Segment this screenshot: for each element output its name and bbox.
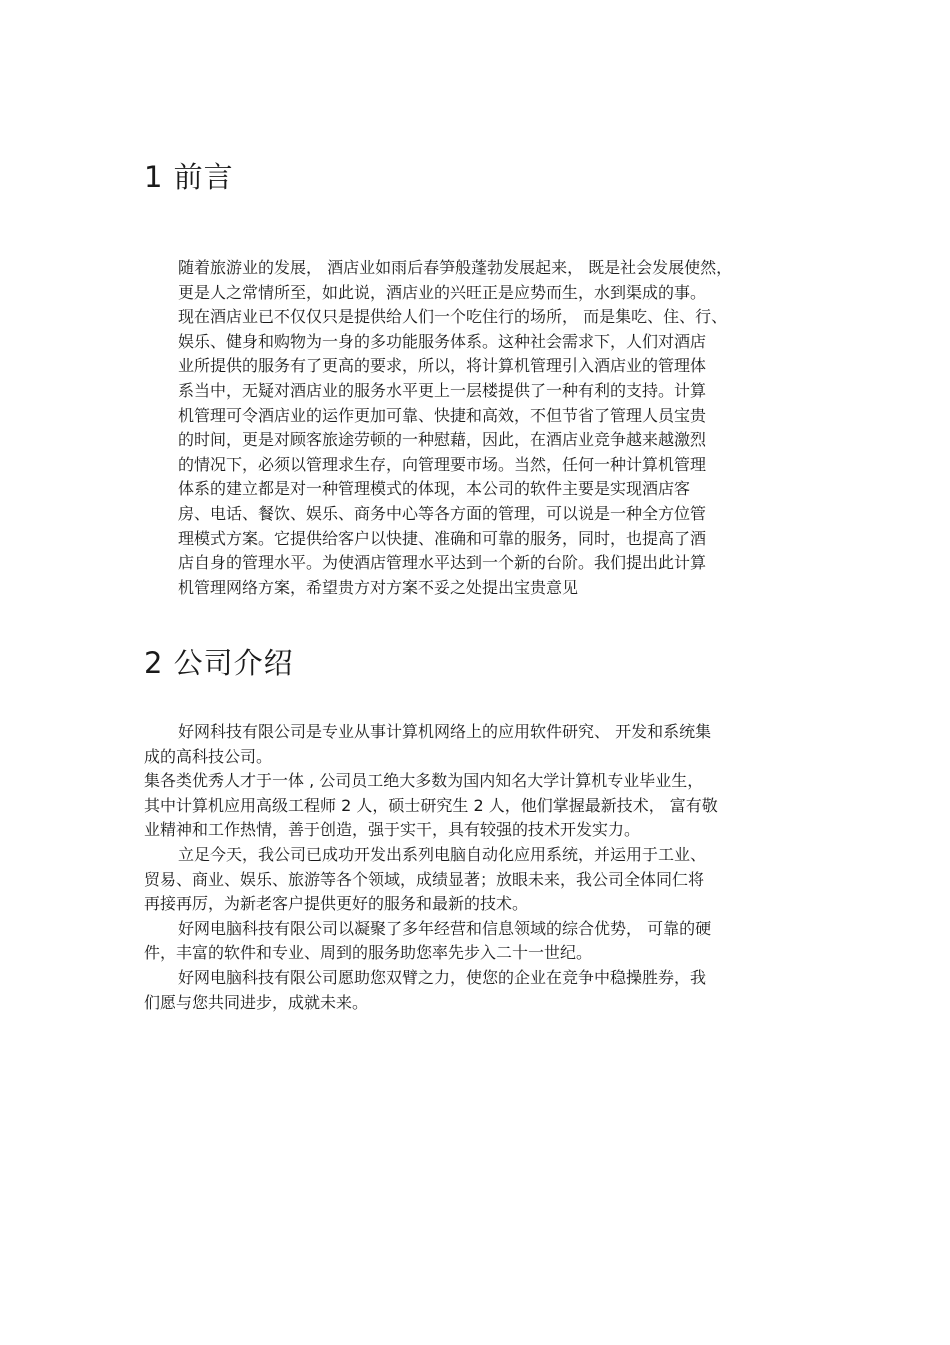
text-line: 的时间，更是对顾客旅途劳顿的一种慰藉，因此，在酒店业竞争越来越激烈 <box>178 430 707 450</box>
text-line: 立足今天，我公司已成功开发出系列电脑自动化应用系统，并运用于工业、 <box>178 844 707 864</box>
text-line: 机管理网络方案，希望贵方对方案不妥之处提出宝贵意见 <box>178 577 579 597</box>
text-line: 业精神和工作热情，善于创造，强于实干，具有较强的技术开发实力。 <box>144 820 641 840</box>
text-line: 理模式方案。它提供给客户以快捷、准确和可靠的服务，同时，也提高了酒 <box>178 528 707 548</box>
text-line: 的情况下，必须以管理求生存，向管理要市场。当然，任何一种计算机管理 <box>178 454 707 474</box>
text-line: 现在酒店业已不仅仅只是提供给人们一个吃住行的场所， 而是集吃、住、行、 <box>178 307 728 327</box>
text-line: 业所提供的服务有了更高的要求，所以，将计算机管理引入酒店业的管理体 <box>178 356 707 376</box>
text-line: 随着旅游业的发展， 酒店业如雨后春笋般蓬勃发展起来， 既是社会发展使然， <box>178 258 733 277</box>
text-line: 娱乐、健身和购物为一身的多功能服务体系。这种社会需求下，人们对酒店 <box>178 331 707 351</box>
text-line: 贸易、商业、娱乐、旅游等各个领域，成绩显著；放眼未来，我公司全体同仁将 <box>144 869 705 889</box>
text-line: 集各类优秀人才于一体 , 公司员工绝大多数为国内知名大学计算机专业毕业生， <box>144 771 704 791</box>
text-line: 更是人之常情所至，如此说，酒店业的兴旺正是应势而生，水到渠成的事。 <box>178 282 707 302</box>
text-line: 其中计算机应用高级工程师 2 人，硕士研究生 2 人，他们掌握最新技术， 富有敬 <box>144 795 718 815</box>
text-line: 件，丰富的软件和专业、周到的服务助您率先步入二十一世纪。 <box>144 943 593 963</box>
text-line: 系当中，无疑对酒店业的服务水平更上一层楼提供了一种有利的支持。计算 <box>178 380 707 400</box>
preface-paragraph <box>178 256 732 600</box>
text-line: 店自身的管理水平。为使酒店管理水平达到一个新的台阶。我们提出此计算 <box>178 553 707 573</box>
text-line: 好网科技有限公司是专业从事计算机网络上的应用软件研究、 开发和系统集 <box>178 722 712 741</box>
text-line: 房、电话、餐饮、娱乐、商务中心等各方面的管理，可以说是一种全方位管 <box>178 503 707 523</box>
text-line: 再接再厉，为新老客户提供更好的服务和最新的技术。 <box>144 894 529 914</box>
text-line: 好网电脑科技有限公司以凝聚了多年经营和信息领域的综合优势， 可靠的硬 <box>178 918 712 938</box>
company-intro-paragraph <box>144 720 718 1015</box>
text-line: 体系的建立都是对一种管理模式的体现，本公司的软件主要是实现酒店客 <box>178 479 691 499</box>
section-heading-preface: 1 前言 <box>144 160 234 194</box>
text-line: 成的高科技公司。 <box>144 746 273 766</box>
section-heading-company-intro: 2 公司介绍 <box>144 646 294 680</box>
text-line: 机管理可令酒店业的运作更加可靠、快捷和高效，不但节省了管理人员宝贵 <box>178 405 707 425</box>
text-line: 好网电脑科技有限公司愿助您双臂之力，使您的企业在竞争中稳操胜券，我 <box>178 967 707 987</box>
text-line: 们愿与您共同进步，成就未来。 <box>144 992 369 1012</box>
